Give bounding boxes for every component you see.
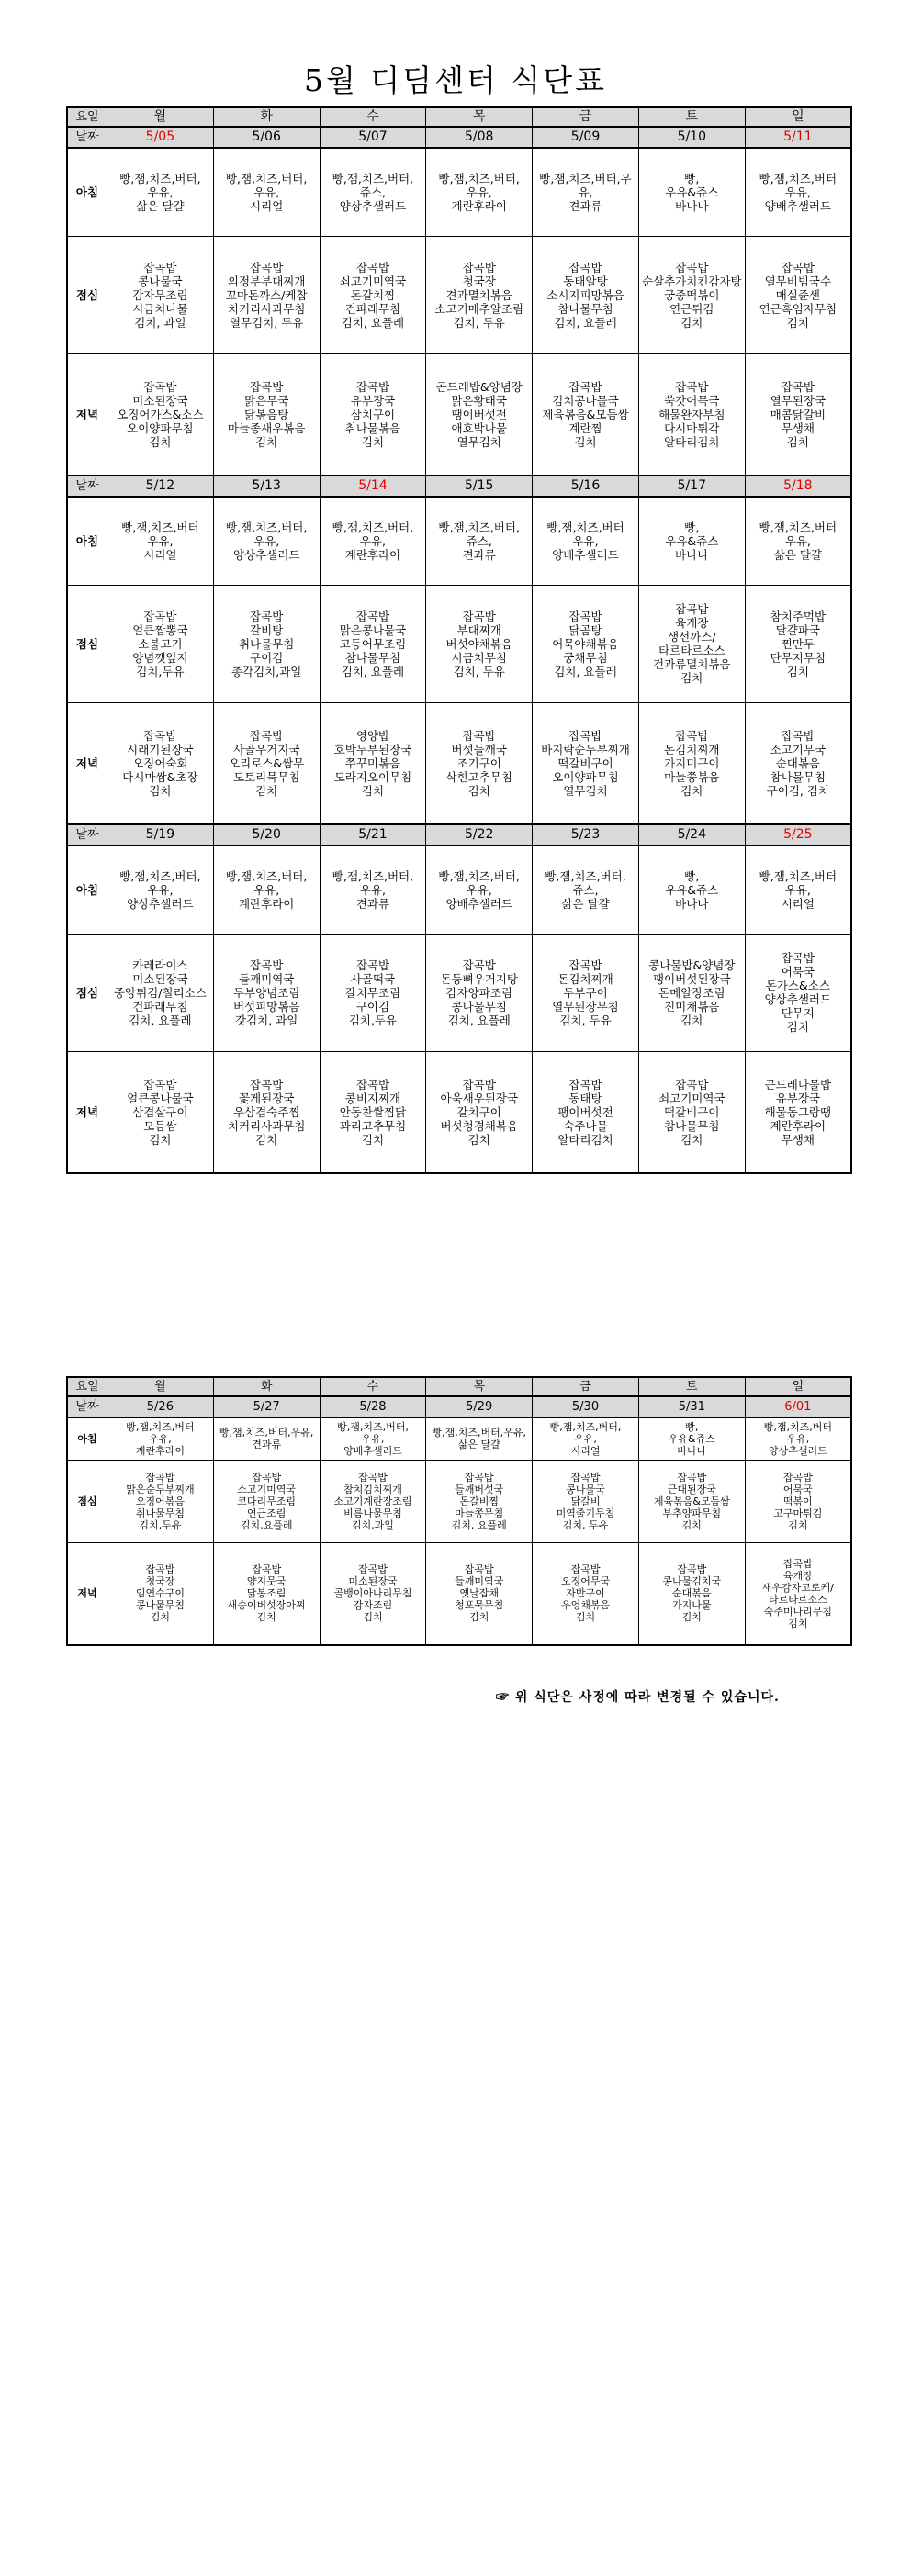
breakfast-row	[67, 1417, 851, 1460]
change-notice: ☞ 위 식단은 사정에 따라 변경될 수 있습니다.	[496, 1690, 780, 1705]
menu-cell: 잡곡밥 열무비빔국수 매실쥰센 연근흑임자무침 김치	[745, 236, 851, 353]
lunch-label: 점심	[67, 585, 107, 702]
menu-cell: 잡곡밥 맑은콩나물국 고등어무조림 참나물무침 김치, 요플레	[320, 585, 426, 702]
menu-cell: 잡곡밥 동태알탕 소시지피망볶음 참나물무침 김치, 요플레	[533, 236, 639, 353]
menu-cell: 잡곡밥 부대찌개 버섯야채볶음 시금치무침 김치, 두유	[426, 585, 533, 702]
date-cell: 5/13	[213, 476, 320, 497]
dinner-row	[67, 1051, 851, 1173]
menu-cell: 빵,잼,치즈,버터, 우유, 계란후라이	[320, 497, 426, 585]
weekday-cell: 목	[426, 107, 533, 127]
menu-cell: 빵,잼,치즈,버터,우유, 삶은 달걀	[426, 1417, 533, 1460]
menu-cell: 잡곡밥 얼큰콩나물국 삼겹살구이 모듬쌈 김치	[107, 1051, 214, 1173]
date-cell: 5/23	[533, 824, 639, 846]
menu-cell: 잡곡밥 콩나물국 닭갈비 미역줄기무침 김치, 두유	[533, 1460, 639, 1542]
date-row	[67, 127, 851, 148]
menu-cell: 잡곡밥 어묵국 떡볶이 고구마튀김 김치	[745, 1460, 851, 1542]
menu-cell: 잡곡밥 얼큰짬뽕국 소불고기 양념깻잎지 김치,두유	[107, 585, 214, 702]
date-cell: 5/27	[213, 1396, 320, 1417]
menu-cell: 잡곡밥 근대된장국 제육볶음&모듬쌈 부추양파무침 김치	[638, 1460, 745, 1542]
dinner-label: 저녁	[67, 1542, 107, 1645]
breakfast-label: 아침	[67, 497, 107, 585]
menu-cell: 카레라이스 미소된장국 중앙튀김/칠리소스 건파래무침 김치, 요플레	[107, 934, 214, 1051]
menu-cell: 잡곡밥 돈김치찌개 두부구이 열무된장무침 김치, 두유	[533, 934, 639, 1051]
menu-cell: 잡곡밥 쇠고기미역국 떡갈비구이 참나물무침 김치	[638, 1051, 745, 1173]
menu-cell: 빵,잼,치즈,버터 우유, 시리얼	[745, 846, 851, 934]
menu-cell: 잡곡밥 돈김치찌개 가지미구이 마늘쫑볶음 김치	[638, 702, 745, 824]
menu-table-main	[66, 106, 852, 1174]
menu-cell: 잡곡밥 사골떡국 갈치무조림 구이김 김치,두유	[320, 934, 426, 1051]
menu-cell: 잡곡밥 바지락순두부찌개 떡갈비구이 오이양파무침 열무김치	[533, 702, 639, 824]
menu-cell: 곤드레나물밥 유부장국 해물동그랑땡 계란후라이 무생채	[745, 1051, 851, 1173]
date-label: 날짜	[67, 1396, 107, 1417]
menu-cell: 잡곡밥 양지뭇국 닭봉조림 새송이버섯장아찌 김치	[213, 1542, 320, 1645]
menu-cell: 영양밥 호박두부된장국 쭈꾸미볶음 도라지오이무침 김치	[320, 702, 426, 824]
menu-cell: 빵,잼,치즈,버터, 우유, 계란후라이	[426, 148, 533, 236]
menu-cell: 빵,잼,치즈,버터, 쥬스, 양상추샐러드	[320, 148, 426, 236]
weekday-cell: 토	[638, 107, 745, 127]
menu-cell: 잡곡밥 육개장 새우감자고로케/ 타르타르소스 숙주미나리무침 김치	[745, 1542, 851, 1645]
menu-cell: 빵,잼,치즈,버터, 쥬스, 삶은 달걀	[533, 846, 639, 934]
page-title: 5월 디딤센터 식단표	[304, 62, 607, 98]
date-cell: 5/06	[213, 127, 320, 148]
dinner-row	[67, 353, 851, 476]
breakfast-row	[67, 497, 851, 585]
menu-cell: 잡곡밥 꽃게된장국 우삼겹숙주찜 치커리사과무침 김치	[213, 1051, 320, 1173]
menu-cell: 잡곡밥 어묵국 돈가스&소스 양상추샐러드 단무지 김치	[745, 934, 851, 1051]
menu-cell: 잡곡밥 순살추가치킨감자탕 궁중떡볶이 연근튀김 김치	[638, 236, 745, 353]
menu-cell: 빵, 우유&쥬스 바나나	[638, 1417, 745, 1460]
lunch-label: 점심	[67, 236, 107, 353]
menu-cell: 잡곡밥 맑은순두부찌개 오징어볶음 취나물무침 김치,두유	[107, 1460, 214, 1542]
weekday-cell: 금	[533, 1377, 639, 1396]
date-cell: 5/14	[320, 476, 426, 497]
menu-cell: 잡곡밥 미소된장국 오징어가스&소스 오이양파무침 김치	[107, 353, 214, 476]
lunch-row	[67, 934, 851, 1051]
date-cell: 5/07	[320, 127, 426, 148]
breakfast-label: 아침	[67, 1417, 107, 1460]
date-cell: 5/20	[213, 824, 320, 846]
date-cell: 5/16	[533, 476, 639, 497]
lunch-label: 점심	[67, 934, 107, 1051]
date-cell: 5/05	[107, 127, 214, 148]
menu-cell: 빵,잼,치즈,버터 우유, 시리얼	[107, 497, 214, 585]
date-cell: 5/21	[320, 824, 426, 846]
date-cell: 5/29	[426, 1396, 533, 1417]
date-cell: 5/09	[533, 127, 639, 148]
menu-cell: 빵,잼,치즈,버터, 우유, 시리얼	[213, 148, 320, 236]
menu-cell: 잡곡밥 닭곰탕 어묵야채볶음 궁채무침 김치, 요플레	[533, 585, 639, 702]
menu-cell: 잡곡밥 아욱새우된장국 갈치구이 버섯청경채볶음 김치	[426, 1051, 533, 1173]
menu-cell: 빵, 우유&쥬스 바나나	[638, 148, 745, 236]
menu-cell: 잡곡밥 들깨버섯국 돈갈비찜 마늘쫑무침 김치, 요플레	[426, 1460, 533, 1542]
date-cell: 5/19	[107, 824, 214, 846]
lunch-row	[67, 236, 851, 353]
breakfast-label: 아침	[67, 148, 107, 236]
menu-cell: 잡곡밥 콩비지찌개 안동찬쌀찜닭 꽈리고추무침 김치	[320, 1051, 426, 1173]
menu-cell: 잡곡밥 쇠고기미역국 돈갈치찜 건파래무침 김치, 요플레	[320, 236, 426, 353]
date-cell: 5/17	[638, 476, 745, 497]
date-label: 날짜	[67, 127, 107, 148]
breakfast-row	[67, 846, 851, 934]
menu-cell: 잡곡밥 시래기된장국 오징어숙회 다시마쌈&초장 김치	[107, 702, 214, 824]
menu-cell: 빵,잼,치즈,버터, 우유, 견과류	[320, 846, 426, 934]
menu-cell: 빵,잼,치즈,버터 우유, 양상추샐러드	[745, 1417, 851, 1460]
weekday-cell: 토	[638, 1377, 745, 1396]
weekday-cell: 금	[533, 107, 639, 127]
menu-cell: 빵,잼,치즈,버터, 우유, 양상추샐러드	[107, 846, 214, 934]
menu-cell: 빵,잼,치즈,버터 우유, 삶은 달걀	[745, 497, 851, 585]
menu-cell: 빵,잼,치즈,버터,우유, 견과류	[213, 1417, 320, 1460]
menu-cell: 잡곡밥 육개장 생선까스/ 타르타르소스 건과류멸치볶음 김치	[638, 585, 745, 702]
header-label: 요일	[67, 1377, 107, 1396]
menu-cell: 곤드레밥&양념장 맑은황태국 땡이버섯전 애호박나물 열무김치	[426, 353, 533, 476]
menu-cell: 잡곡밥 청국장 임연수구이 콩나물무침 김치	[107, 1542, 214, 1645]
menu-cell: 잡곡밥 오징어무국 자반구이 우엉채볶음 김치	[533, 1542, 639, 1645]
menu-cell: 빵,잼,치즈,버터, 우유, 삶은 달걀	[107, 148, 214, 236]
date-cell: 5/24	[638, 824, 745, 846]
menu-cell: 잡곡밥 유부장국 삼치구이 취나물볶음 김치	[320, 353, 426, 476]
menu-table-final-week	[66, 1376, 852, 1646]
menu-cell: 참치주먹밥 달걀파국 찐만두 단무지무침 김치	[745, 585, 851, 702]
date-row	[67, 1396, 851, 1417]
date-row	[67, 824, 851, 846]
menu-cell: 잡곡밥 김치콩나물국 제육볶음&모듬쌈 계란찜 김치	[533, 353, 639, 476]
date-cell: 6/01	[745, 1396, 851, 1417]
header-label: 요일	[67, 107, 107, 127]
date-cell: 5/15	[426, 476, 533, 497]
date-label: 날짜	[67, 824, 107, 846]
weekday-cell: 목	[426, 1377, 533, 1396]
menu-cell: 잡곡밥 갈비탕 취나물무침 구이김 총각김치,과일	[213, 585, 320, 702]
menu-cell: 잡곡밥 참치김치찌개 소고기계란장조림 비름나물무침 김치,과일	[320, 1460, 426, 1542]
date-label: 날짜	[67, 476, 107, 497]
menu-cell: 빵, 우유&쥬스 바나나	[638, 846, 745, 934]
menu-cell: 잡곡밥 버섯들깨국 조기구이 삭힌고추무침 김치	[426, 702, 533, 824]
menu-cell: 빵,잼,치즈,버터, 쥬스, 견과류	[426, 497, 533, 585]
menu-cell: 빵,잼,치즈,버터, 우유, 양배추샐러드	[320, 1417, 426, 1460]
date-cell: 5/26	[107, 1396, 214, 1417]
menu-cell: 잡곡밥 동태탕 팽이버섯전 숙주나물 알타리김치	[533, 1051, 639, 1173]
weekday-cell: 화	[213, 1377, 320, 1396]
menu-cell: 잡곡밥 사골우거지국 오리로스&쌈무 도토리묵무침 김치	[213, 702, 320, 824]
weekday-cell: 수	[320, 1377, 426, 1396]
dinner-label: 저녁	[67, 702, 107, 824]
date-cell: 5/12	[107, 476, 214, 497]
menu-cell: 빵,잼,치즈,버터,우 유, 견과류	[533, 148, 639, 236]
menu-cell: 잡곡밥 열무된장국 매콤닭갈비 무생채 김치	[745, 353, 851, 476]
lunch-label: 점심	[67, 1460, 107, 1542]
menu-cell: 빵,잼,치즈,버터, 우유, 계란후라이	[213, 846, 320, 934]
weekday-header-row	[67, 107, 851, 127]
menu-cell: 잡곡밥 소고기무국 순대볶음 참나물무침 구이김, 김치	[745, 702, 851, 824]
menu-cell: 잡곡밥 쑥갓어묵국 해물완자부침 다시마튀각 알타리김치	[638, 353, 745, 476]
menu-cell: 빵,잼,치즈,버터, 우유, 양상추샐러드	[213, 497, 320, 585]
date-cell: 5/31	[638, 1396, 745, 1417]
lunch-row	[67, 1460, 851, 1542]
dinner-row	[67, 702, 851, 824]
weekday-cell: 월	[107, 107, 214, 127]
date-cell: 5/30	[533, 1396, 639, 1417]
date-cell: 5/18	[745, 476, 851, 497]
dinner-row	[67, 1542, 851, 1645]
weekday-cell: 화	[213, 107, 320, 127]
date-row	[67, 476, 851, 497]
date-cell: 5/28	[320, 1396, 426, 1417]
date-cell: 5/25	[745, 824, 851, 846]
menu-cell: 빵,잼,치즈,버터, 우유, 양배추샐러드	[426, 846, 533, 934]
menu-cell: 빵, 우유&쥬스 바나나	[638, 497, 745, 585]
menu-cell: 잡곡밥 미소된장국 골뱅이아나리무침 감자조림 김치	[320, 1542, 426, 1645]
date-cell: 5/22	[426, 824, 533, 846]
breakfast-label: 아침	[67, 846, 107, 934]
weekday-cell: 수	[320, 107, 426, 127]
lunch-row	[67, 585, 851, 702]
menu-cell: 빵,잼,치즈,버터 우유, 계란후라이	[107, 1417, 214, 1460]
menu-cell: 빵,잼,치즈,버터 우유, 양배추샐러드	[533, 497, 639, 585]
dinner-label: 저녁	[67, 1051, 107, 1173]
menu-cell: 잡곡밥 콩나물국 감자무조림 시금치나물 김치, 과일	[107, 236, 214, 353]
date-cell: 5/11	[745, 127, 851, 148]
date-cell: 5/08	[426, 127, 533, 148]
menu-cell: 잡곡밥 들깨미역국 두부양념조림 버섯피망볶음 갓김치, 과일	[213, 934, 320, 1051]
weekday-header-row	[67, 1377, 851, 1396]
weekday-cell: 일	[745, 1377, 851, 1396]
menu-cell: 잡곡밥 의정부부대찌개 꼬마돈까스/케찹 치커리사과무침 열무김치, 두유	[213, 236, 320, 353]
menu-cell: 잡곡밥 소고기미역국 코다리무조림 연근조림 김치,요플레	[213, 1460, 320, 1542]
breakfast-row	[67, 148, 851, 236]
menu-cell: 콩나물밥&양념장 팽이버섯된장국 돈메알장조림 진미채볶음 김치	[638, 934, 745, 1051]
menu-cell: 잡곡밥 맑은무국 닭볶음탕 마늘종새우볶음 김치	[213, 353, 320, 476]
weekday-cell: 월	[107, 1377, 214, 1396]
menu-cell: 빵,잼,치즈,버터, 우유, 시리얼	[533, 1417, 639, 1460]
menu-cell: 잡곡밥 청국장 견과멸치볶음 소고기메추알조림 김치, 두유	[426, 236, 533, 353]
menu-cell: 잡곡밥 돈등뼈우거지탕 감자양파조림 콩나물무침 김치, 요플레	[426, 934, 533, 1051]
date-cell: 5/10	[638, 127, 745, 148]
menu-cell: 빵,잼,치즈,버터 우유, 양배추샐러드	[745, 148, 851, 236]
weekday-cell: 일	[745, 107, 851, 127]
dinner-label: 저녁	[67, 353, 107, 476]
menu-cell: 잡곡밥 들깨미역국 옛날잡채 청포묵무침 김치	[426, 1542, 533, 1645]
menu-cell: 잡곡밥 콩나물김치국 순대볶음 가지나물 김치	[638, 1542, 745, 1645]
